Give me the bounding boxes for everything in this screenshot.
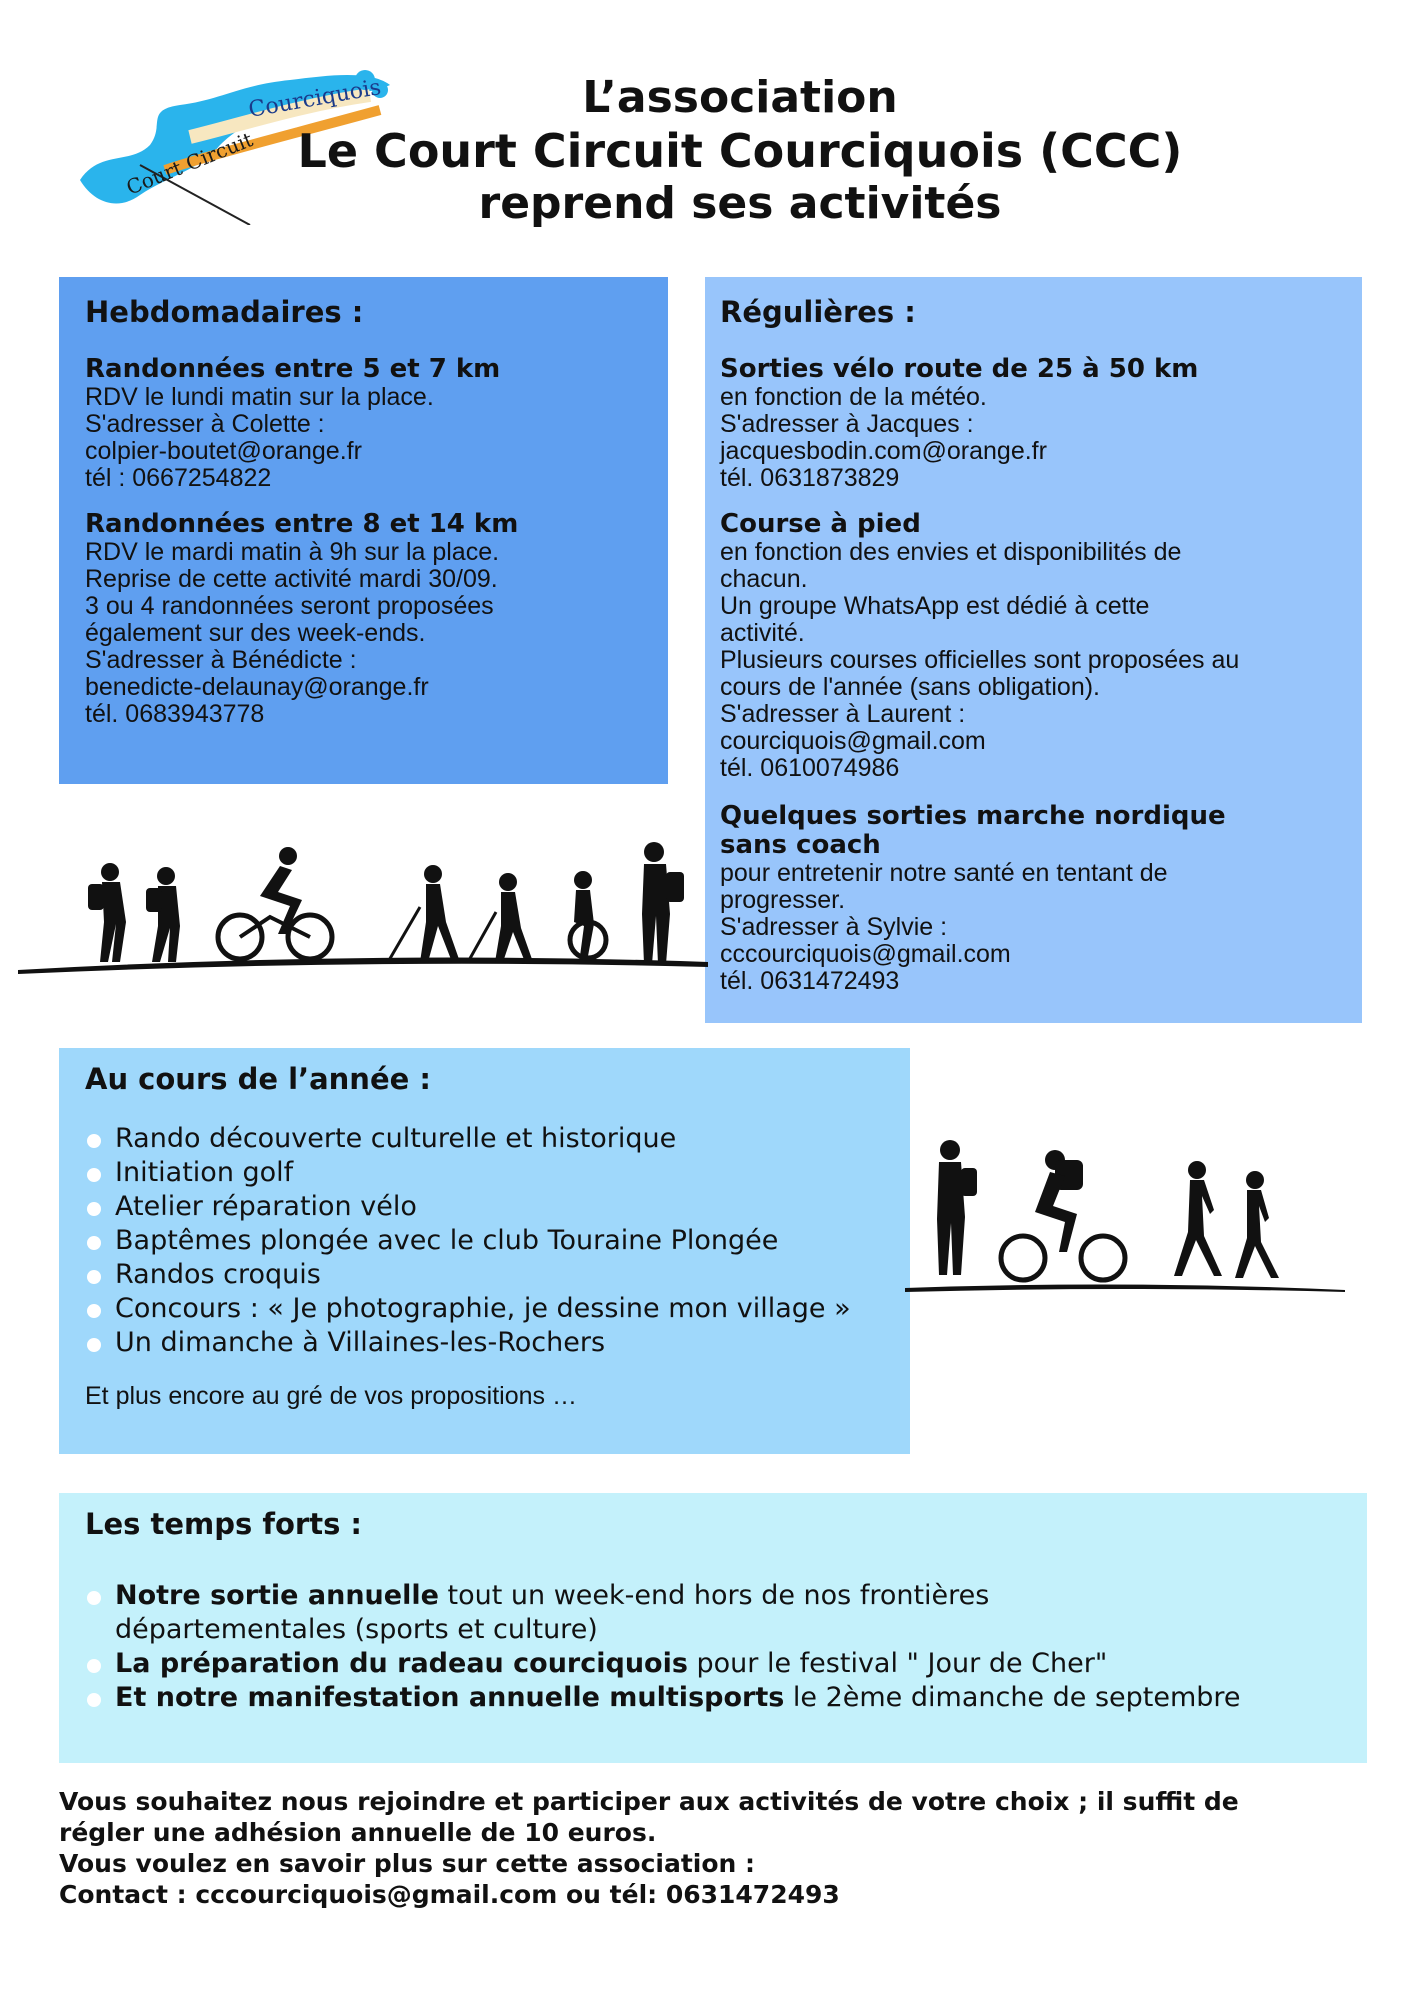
section-title: Sorties vélo route de 25 à 50 km — [720, 354, 1199, 384]
section-line: également sur des week-ends. — [85, 619, 426, 647]
section-line: RDV le mardi matin à 9h sur la place. — [85, 538, 500, 566]
section-title: Randonnées entre 8 et 14 km — [85, 509, 519, 539]
year-heading: Au cours de l’année : — [85, 1062, 431, 1096]
email-link[interactable]: cccourciquois@gmail.com — [720, 940, 1011, 968]
highlights-heading: Les temps forts : — [85, 1507, 363, 1541]
section-title: Randonnées entre 5 et 7 km — [85, 354, 501, 384]
email-link[interactable]: colpier-boutet@orange.fr — [85, 437, 362, 465]
section-line: chacun. — [720, 565, 808, 593]
list-item: Notre sortie annuelle tout un week-end hors de nos frontières départementales (sports et culture) — [85, 1579, 1341, 1647]
section-title-2: sans coach — [720, 830, 881, 860]
list-item: Initiation golf — [85, 1156, 884, 1190]
phone-number: tél. 0631472493 — [720, 967, 900, 995]
highlights-box — [59, 1493, 1367, 1763]
section-line: S'adresser à Colette : — [85, 410, 325, 438]
section-line: cours de l'année (sans obligation). — [720, 673, 1101, 701]
bullet-icon — [87, 1659, 101, 1673]
footer-line-3: Vous voulez en savoir plus sur cette association : — [59, 1849, 756, 1878]
email-link[interactable]: benedicte-delaunay@orange.fr — [85, 673, 429, 701]
section-line: progresser. — [720, 886, 846, 914]
footer-line-2: régler une adhésion annuelle de 10 euros. — [59, 1818, 657, 1847]
bullet-icon — [87, 1591, 101, 1605]
title-line-1: L’association — [582, 72, 898, 123]
list-item: Atelier réparation vélo — [85, 1190, 884, 1224]
list-item: Un dimanche à Villaines-les-Rochers — [85, 1326, 884, 1360]
hiker-binoculars-icon — [937, 1140, 977, 1275]
section-line: en fonction de la météo. — [720, 383, 987, 411]
title-line-3: reprend ses activités — [478, 178, 1002, 229]
highlights-list — [85, 1579, 1341, 1715]
email-link[interactable]: courciquois@gmail.com — [720, 727, 986, 755]
nordic-walker-icon — [388, 865, 460, 962]
section-title: Quelques sorties marche nordique — [720, 801, 1226, 831]
bullet-icon — [87, 1202, 101, 1216]
section-title: Course à pied — [720, 509, 921, 539]
section-line: activité. — [720, 619, 805, 647]
section-line: 3 ou 4 randonnées seront proposées — [85, 592, 494, 620]
hikers-cyclists-silhouette — [18, 812, 708, 982]
regular-heading: Régulières : — [720, 295, 916, 329]
section-line: RDV le lundi matin sur la place. — [85, 383, 434, 411]
regular-activities-box — [705, 277, 1362, 1023]
page-title — [260, 72, 1220, 230]
bullet-icon — [87, 1134, 101, 1148]
list-item: Baptêmes plongée avec le club Touraine Plongée — [85, 1224, 884, 1258]
nordic-walker-icon — [468, 873, 533, 962]
more-text: Et plus encore au gré de vos propositions … — [85, 1382, 577, 1410]
phone-number: tél : 0667254822 — [85, 464, 272, 492]
weekly-heading: Hebdomadaires : — [85, 295, 364, 329]
year-list — [85, 1122, 884, 1360]
footer-contact — [59, 1786, 1379, 1910]
cyclist-icon — [570, 871, 606, 958]
hiker-icon — [146, 867, 180, 962]
hiker-binoculars-icon — [642, 842, 684, 964]
regular-section-2 — [720, 510, 1347, 782]
footer-line-1: Vous souhaitez nous rejoindre et participer aux activités de votre choix ; il suffit de — [59, 1787, 1239, 1816]
list-item: Rando découverte culturelle et historique — [85, 1122, 884, 1156]
cyclist-icon — [1001, 1150, 1125, 1280]
bullet-icon — [87, 1168, 101, 1182]
runners-silhouette — [905, 1120, 1345, 1295]
bullet-icon — [87, 1270, 101, 1284]
list-item: La préparation du radeau courciquois pour le festival " Jour de Cher" — [85, 1647, 1341, 1681]
phone-number: tél. 0683943778 — [85, 700, 265, 728]
bullet-icon — [87, 1693, 101, 1707]
section-line: S'adresser à Bénédicte : — [85, 646, 357, 674]
hiker-icon — [88, 863, 126, 962]
logo-text-bottom: Court Circuit — [122, 127, 257, 200]
section-line: S'adresser à Laurent : — [720, 700, 966, 728]
phone-number: tél. 0631873829 — [720, 464, 900, 492]
weekly-section-2 — [85, 510, 642, 728]
regular-section-3 — [720, 802, 1347, 995]
bullet-icon — [87, 1236, 101, 1250]
bullet-icon — [87, 1304, 101, 1318]
phone-number: tél. 0610074986 — [720, 754, 900, 782]
runner-icon — [1174, 1161, 1222, 1276]
list-item: Randos croquis — [85, 1258, 884, 1292]
cyclist-icon — [218, 847, 332, 959]
list-item: Concours : « Je photographie, je dessine mon village » — [85, 1292, 884, 1326]
weekly-section-1 — [85, 355, 642, 492]
runner-icon — [1235, 1171, 1279, 1278]
bullet-icon — [87, 1338, 101, 1352]
footer-contact-line[interactable]: Contact : cccourciquois@gmail.com ou tél: 0631472493 — [59, 1880, 840, 1909]
section-line: S'adresser à Sylvie : — [720, 913, 948, 941]
weekly-activities-box — [59, 277, 668, 784]
list-item: Et notre manifestation annuelle multisports le 2ème dimanche de septembre — [85, 1681, 1341, 1715]
section-line: Un groupe WhatsApp est dédié à cette — [720, 592, 1150, 620]
section-line: en fonction des envies et disponibilités de — [720, 538, 1182, 566]
section-line: Plusieurs courses officielles sont proposées au — [720, 646, 1240, 674]
logo-text-top: Courciquois — [246, 75, 383, 123]
section-line: Reprise de cette activité mardi 30/09. — [85, 565, 498, 593]
regular-section-1 — [720, 355, 1347, 492]
year-activities-box — [59, 1048, 910, 1454]
title-line-2: Le Court Circuit Courciquois (CCC) — [297, 124, 1183, 178]
section-line: S'adresser à Jacques : — [720, 410, 974, 438]
email-link[interactable]: jacquesbodin.com@orange.fr — [720, 437, 1047, 465]
section-line: pour entretenir notre santé en tentant de — [720, 859, 1168, 887]
